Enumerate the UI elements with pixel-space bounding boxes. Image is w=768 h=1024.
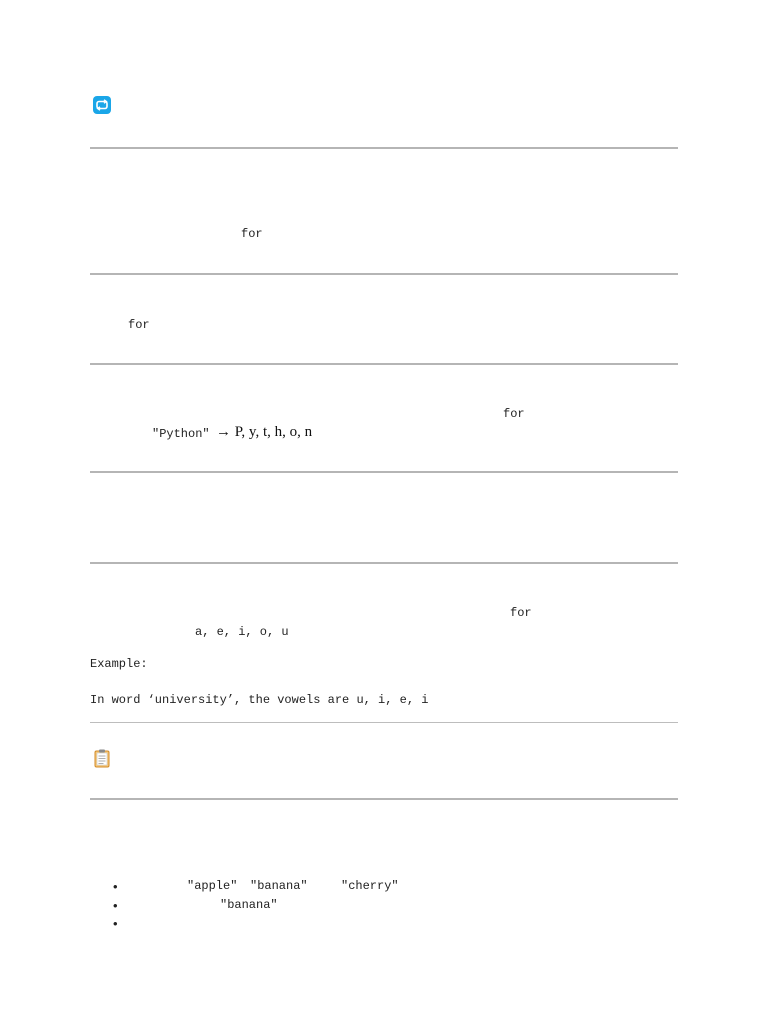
section-divider (90, 562, 678, 564)
section-divider (90, 363, 678, 365)
example-text: In word ‘university’, the vowels are u, i, e, i (90, 693, 429, 707)
list-bullet: • (113, 916, 118, 931)
code-keyword-for: for (241, 227, 263, 241)
string-banana: "banana" (220, 898, 278, 912)
list-bullet: • (113, 898, 118, 913)
string-cherry: "cherry" (341, 879, 399, 893)
code-keyword-for: for (503, 407, 525, 421)
section-divider (90, 147, 678, 149)
vowel-list: a, e, i, o, u (195, 625, 289, 639)
code-keyword-for: for (510, 606, 532, 620)
string-apple: "apple" (187, 879, 238, 893)
section-divider (90, 273, 678, 275)
section-divider (90, 722, 678, 723)
code-string-python: "Python" (152, 427, 210, 441)
clipboard-icon (93, 748, 111, 768)
list-bullet: • (113, 879, 118, 894)
example-label: Example: (90, 657, 148, 671)
character-sequence: → P, y, t, h, o, n (216, 424, 313, 440)
section-divider (90, 471, 678, 473)
string-banana: "banana" (250, 879, 308, 893)
repeat-icon (93, 96, 111, 114)
code-keyword-for: for (128, 318, 150, 332)
section-divider (90, 798, 678, 800)
